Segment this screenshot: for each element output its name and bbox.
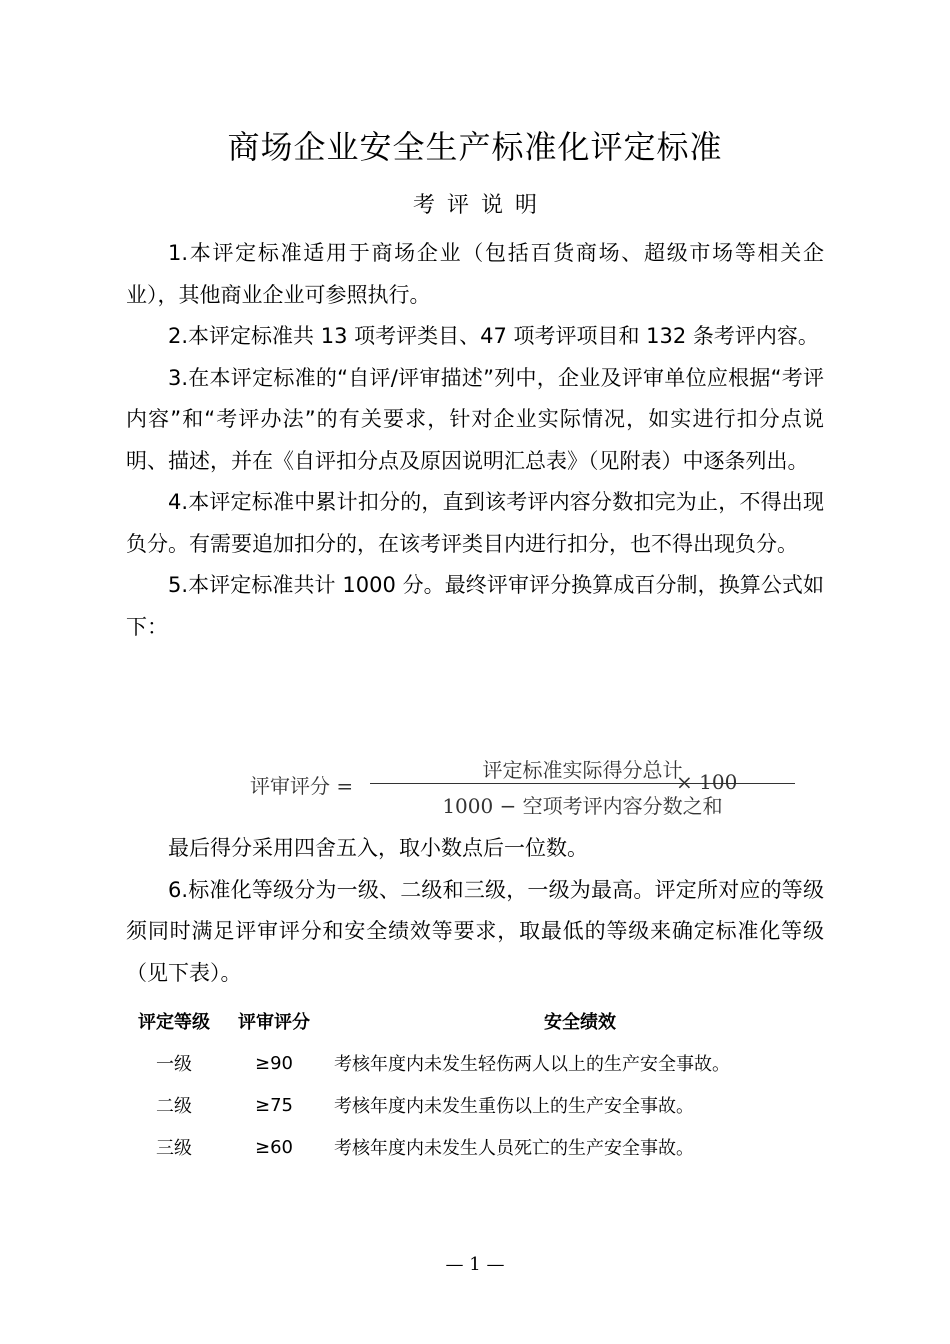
table-row (126, 1126, 834, 1168)
table-header-row (126, 1000, 834, 1042)
grade-table (126, 1000, 834, 1168)
cell-performance: 考核年度内未发生人员死亡的生产安全事故。 (334, 1138, 694, 1159)
cell-grade: 二级 (156, 1096, 192, 1117)
paragraph-3: 3.在本评定标准的“自评/评审描述”列中，企业及评审单位应根据“考评内容”和“考评办法”的有关要求，针对企业实际情况，如实进行扣分点说明、描述，并在《自评扣分点及原因说明汇总表》（见附表）中逐条列出。 (126, 365, 824, 473)
cell-score: ≥60 (255, 1136, 293, 1158)
paragraph-4: 4.本评定标准中累计扣分的，直到该考评内容分数扣完为止，不得出现负分。有需要追加扣分的，在该考评类目内进行扣分，也不得出现负分。 (126, 490, 824, 556)
score-formula (250, 750, 750, 820)
header-performance: 安全绩效 (544, 1012, 616, 1033)
cell-performance: 考核年度内未发生轻伤两人以上的生产安全事故。 (334, 1054, 730, 1075)
page-number: — 1 — (445, 1254, 505, 1275)
formula-rhs: × 100 (676, 770, 738, 794)
cell-grade: 三级 (156, 1138, 192, 1159)
explanation-body (126, 233, 824, 648)
table-row (126, 1042, 834, 1084)
paragraph-5: 5.本评定标准共计 1000 分。最终评审评分换算成百分制，换算公式如下： (126, 573, 824, 639)
section-subtitle: 考评说明 (412, 193, 549, 218)
cell-performance: 考核年度内未发生重伤以上的生产安全事故。 (334, 1096, 694, 1117)
paragraph-rounding: 最后得分采用四舍五入，取小数点后一位数。 (168, 836, 588, 860)
paragraph-6: 6.标准化等级分为一级、二级和三级，一级为最高。评定所对应的等级须同时满足评审评分和安全绩效等要求，取最低的等级来确定标准化等级（见下表）。 (126, 877, 824, 985)
explanation-body-continued (126, 828, 824, 994)
paragraph-2: 2.本评定标准共 13 项考评类目、47 项考评项目和 132 条考评内容。 (168, 324, 819, 348)
formula-lhs: 评审评分 = (250, 774, 354, 798)
header-score: 评审评分 (238, 1012, 310, 1033)
formula-denominator: 1000 − 空项考评内容分数之和 (442, 794, 723, 818)
cell-score: ≥90 (255, 1052, 293, 1074)
cell-score: ≥75 (255, 1094, 293, 1116)
cell-grade: 一级 (156, 1054, 192, 1075)
paragraph-1: 1.本评定标准适用于商场企业（包括百货商场、超级市场等相关企业），其他商业企业可参照执行。 (126, 241, 824, 307)
document-title: 商场企业安全生产标准化评定标准 (227, 128, 723, 166)
table-row (126, 1084, 834, 1126)
header-grade: 评定等级 (138, 1012, 210, 1033)
formula-numerator: 评定标准实际得分总计 (482, 758, 683, 782)
